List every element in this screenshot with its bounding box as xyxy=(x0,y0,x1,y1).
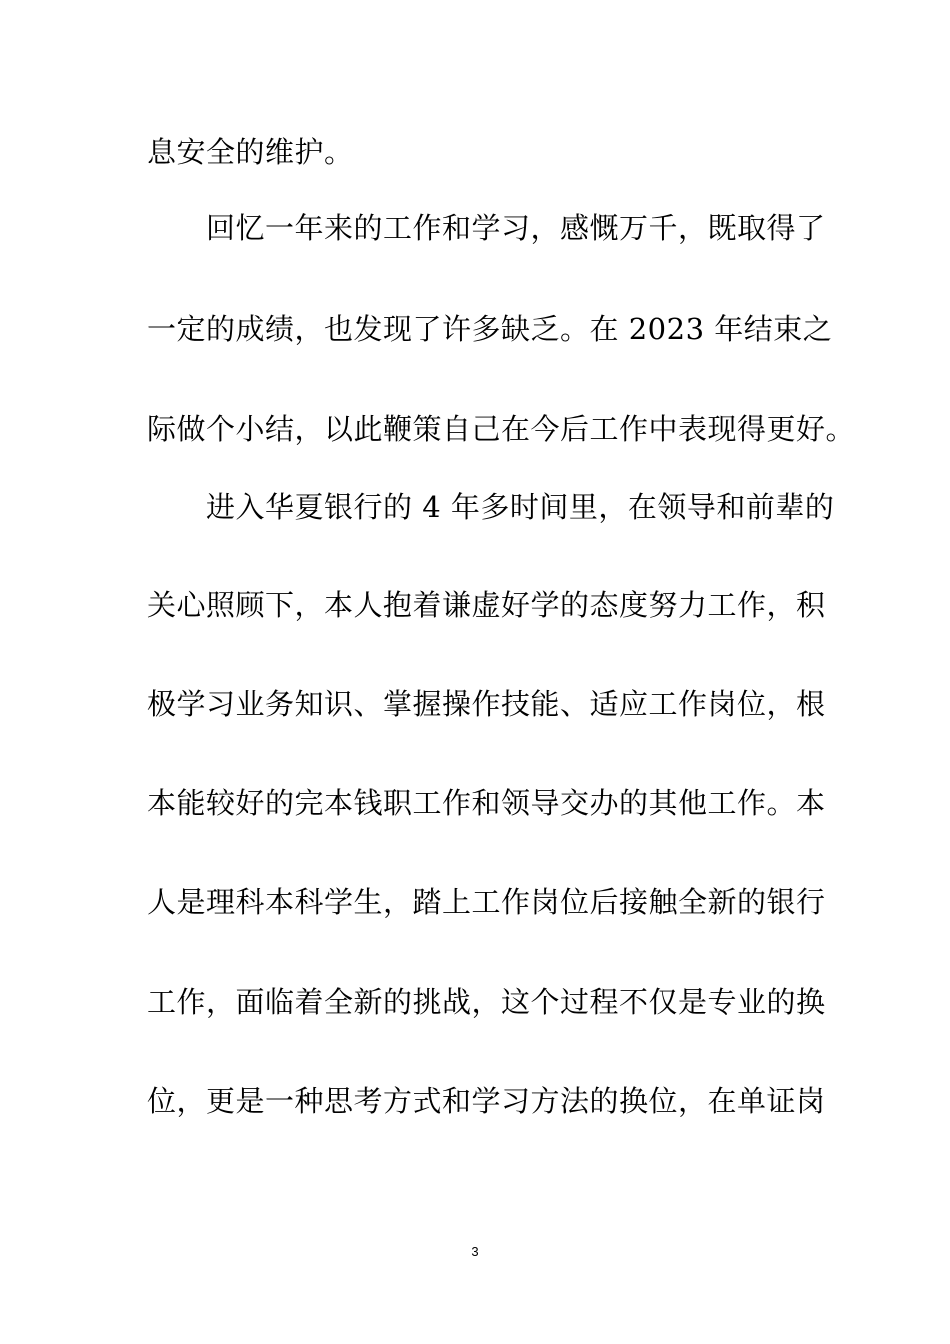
text-line: 息安全的维护。 xyxy=(147,135,354,169)
page-number: 3 xyxy=(471,1244,479,1259)
text-line: 回忆一年来的工作和学习，感慨万千，既取得了 xyxy=(147,211,826,245)
text-line: 关心照顾下，本人抱着谦虚好学的态度努力工作，积 xyxy=(147,588,826,622)
text-line: 一定的成绩，也发现了许多缺乏。在 2023 年结束之 xyxy=(147,312,833,346)
text-line: 本能较好的完本钱职工作和领导交办的其他工作。本 xyxy=(147,786,826,820)
text-line: 进入华夏银行的 4 年多时间里，在领导和前辈的 xyxy=(147,490,835,524)
text-line: 位，更是一种思考方式和学习方法的换位，在单证岗 xyxy=(147,1084,826,1118)
text-line: 极学习业务知识、掌握操作技能、适应工作岗位，根 xyxy=(147,687,826,721)
text-line: 际做个小结，以此鞭策自己在今后工作中表现得更好。 xyxy=(147,412,856,446)
text-line: 人是理科本科学生，踏上工作岗位后接触全新的银行 xyxy=(147,885,826,919)
text-line: 工作，面临着全新的挑战，这个过程不仅是专业的换 xyxy=(147,985,826,1019)
